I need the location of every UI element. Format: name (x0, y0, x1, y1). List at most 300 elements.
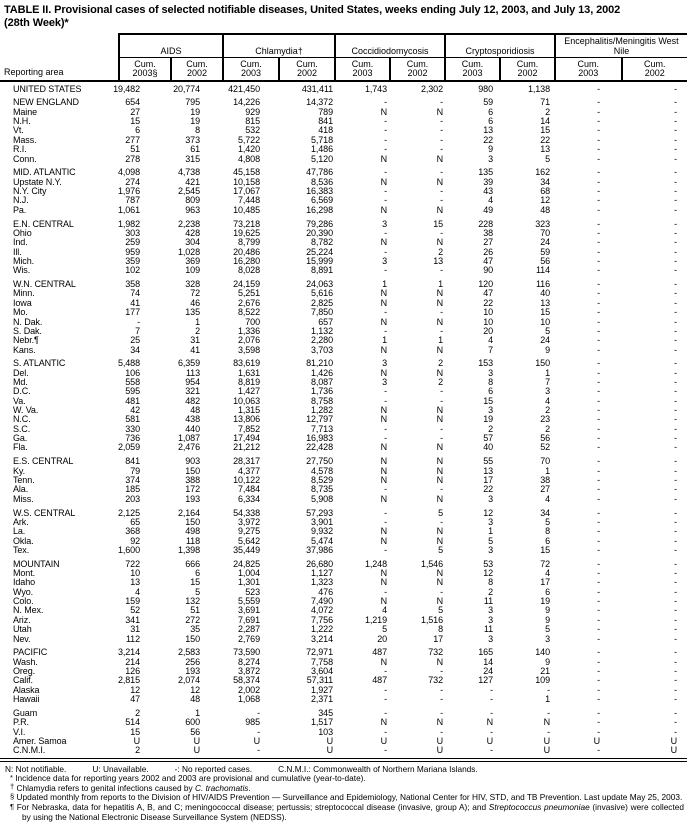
cell: 45,158 (233, 167, 260, 178)
cell: 47,786 (306, 167, 333, 178)
cell: 26 (483, 246, 493, 257)
cell: - (440, 97, 443, 108)
cell: 14,226 (233, 97, 260, 108)
cell: 8,529 (310, 475, 333, 485)
cell: 841 (125, 456, 140, 467)
cell: 368 (125, 526, 140, 537)
row-label: N. Dak. (13, 316, 43, 327)
cell: 11 (483, 596, 493, 607)
table-row (0, 467, 687, 476)
row-label: Kans. (13, 344, 36, 355)
cell: 2,280 (310, 335, 333, 346)
cell: 1,282 (310, 405, 333, 416)
cell: - (674, 377, 677, 388)
cell: 1,398 (177, 544, 200, 555)
cell: 10 (540, 316, 550, 327)
row-label: Vt. (13, 125, 24, 136)
cell: 70 (540, 456, 550, 467)
cell: N (380, 656, 387, 667)
cell: 55 (483, 456, 493, 467)
cell: 8,028 (237, 265, 260, 276)
cell: - (440, 694, 443, 705)
cell: 127 (478, 675, 493, 686)
cell: - (674, 116, 677, 127)
cell: - (674, 307, 677, 318)
cell: 9 (545, 614, 550, 625)
row-label: Wyo. (13, 586, 34, 597)
cell: N (380, 176, 387, 187)
cell: 193 (185, 666, 200, 677)
cell: 5,616 (310, 288, 333, 299)
cell: - (597, 144, 600, 155)
cell: 8,891 (310, 265, 333, 276)
cell: U (436, 735, 443, 746)
table-row (0, 606, 687, 615)
cell: - (597, 335, 600, 346)
cell: 14 (540, 116, 550, 127)
cell: 24 (540, 335, 550, 346)
cell: 1,546 (420, 558, 443, 569)
table-row (0, 178, 687, 187)
cell: - (674, 675, 677, 686)
table-row (0, 658, 687, 667)
cell: - (384, 544, 387, 555)
cell: 8,819 (237, 377, 260, 388)
cell: 135 (185, 307, 200, 318)
cell: - (384, 265, 387, 276)
cell: 24,063 (306, 279, 333, 290)
cell: - (597, 265, 600, 276)
cell: 132 (185, 596, 200, 607)
cell: 92 (130, 535, 140, 546)
cell: 23 (540, 414, 550, 425)
cell: - (597, 227, 600, 238)
cell: 1,248 (364, 558, 387, 569)
cell: 2 (135, 707, 140, 718)
cell: 2,059 (117, 442, 140, 453)
cell: - (440, 116, 443, 127)
row-label: N.J. (13, 195, 29, 206)
row-label: Ark. (13, 516, 29, 527)
cell: 5,120 (310, 153, 333, 164)
cell: N (436, 456, 443, 467)
cell: - (440, 265, 443, 276)
cell: 600 (185, 717, 200, 728)
cell: 431,411 (301, 83, 333, 94)
cell: - (384, 116, 387, 127)
cell: 6 (488, 386, 493, 397)
cell: N (436, 493, 443, 504)
cell: 330 (125, 423, 140, 434)
row-label: V.I. (13, 726, 26, 737)
row-label: W.N. CENTRAL (13, 279, 76, 290)
cell: 2 (195, 325, 200, 336)
cell: 8,758 (310, 395, 333, 406)
table-row (0, 527, 687, 536)
cell: 7,691 (237, 614, 260, 625)
cell: 1,743 (364, 83, 387, 94)
table-row (0, 206, 687, 215)
cell: 17 (433, 633, 443, 644)
cell: 3,901 (310, 516, 333, 527)
cell: - (490, 684, 493, 695)
cell: - (597, 186, 600, 197)
cell: 20,390 (306, 227, 333, 238)
row-label: Ga. (13, 433, 28, 444)
cell: - (440, 586, 443, 597)
cell: - (597, 647, 600, 658)
cell: - (597, 344, 600, 355)
cell: - (440, 386, 443, 397)
cell: 304 (185, 237, 200, 248)
cell: 48 (190, 405, 200, 416)
table-row (0, 85, 687, 94)
cell: - (384, 186, 387, 197)
cell: 41 (190, 344, 200, 355)
row-label: W. Va. (13, 405, 39, 416)
cell: - (674, 344, 677, 355)
cell: - (597, 279, 600, 290)
table-row (0, 434, 687, 443)
cell: 24 (483, 666, 493, 677)
cell: - (597, 125, 600, 136)
cell: - (674, 726, 677, 737)
cell: 27,750 (306, 456, 333, 467)
row-label: Nebr.¶ (13, 335, 39, 346)
cell: 2,238 (177, 218, 200, 229)
cell: - (384, 433, 387, 444)
cell: 109 (535, 675, 550, 686)
column-header-year: 2003§ (132, 68, 158, 79)
cell: - (257, 726, 260, 737)
cell: 595 (125, 386, 140, 397)
cell: 3 (488, 516, 493, 527)
cell: - (384, 484, 387, 495)
cell: 10 (130, 568, 140, 579)
cell: - (597, 745, 600, 756)
cell: N (436, 316, 443, 327)
cell: - (674, 456, 677, 467)
cell: 1,600 (117, 544, 140, 555)
cell: N (436, 288, 443, 299)
table-row (0, 588, 687, 597)
cell: 51 (190, 605, 200, 616)
cell: - (597, 316, 600, 327)
cell: 2 (438, 377, 443, 388)
cell: 40 (483, 442, 493, 453)
row-label: Md. (13, 377, 28, 388)
cell: 159 (125, 596, 140, 607)
cell: 7,484 (237, 484, 260, 495)
cell: - (440, 307, 443, 318)
cell: 19 (540, 596, 550, 607)
cell: 3 (488, 614, 493, 625)
row-label: S. Dak. (13, 325, 42, 336)
row-label: Nev. (13, 633, 31, 644)
cell: - (674, 633, 677, 644)
cell: 4,578 (310, 465, 333, 476)
cell: - (674, 656, 677, 667)
cell: - (384, 307, 387, 318)
cell: - (384, 227, 387, 238)
column-header (389, 58, 444, 80)
cell: - (674, 647, 677, 658)
cell: 25 (130, 335, 140, 346)
cell: 16,280 (233, 255, 260, 266)
row-label: Del. (13, 367, 29, 378)
cell: 10,485 (233, 204, 260, 215)
table-row (0, 635, 687, 644)
cell: 120 (478, 279, 493, 290)
table-row (0, 518, 687, 527)
cell: 5,642 (237, 535, 260, 546)
cell: U (486, 735, 493, 746)
table-row (0, 476, 687, 485)
cell: 56 (540, 255, 550, 266)
cell: 6 (135, 125, 140, 136)
cell: - (597, 395, 600, 406)
cell: 185 (125, 484, 140, 495)
cell: 654 (125, 97, 140, 108)
cell: - (547, 707, 550, 718)
cell: - (674, 288, 677, 299)
cell: 3 (488, 605, 493, 616)
cell: 1,061 (117, 204, 140, 215)
cell: - (674, 106, 677, 117)
cell: - (440, 484, 443, 495)
cell: - (674, 484, 677, 495)
cell: N (380, 475, 387, 485)
cell: 498 (185, 526, 200, 537)
row-label: W.S. CENTRAL (13, 507, 76, 518)
cell: 27 (130, 106, 140, 117)
cell: - (597, 134, 600, 145)
column-header (278, 58, 334, 80)
cell: 79,286 (306, 218, 333, 229)
cell: - (440, 227, 443, 238)
cell: N (380, 596, 387, 607)
column-header (120, 58, 170, 80)
column-header-year: 2003 (462, 68, 483, 79)
row-label: NEW ENGLAND (13, 97, 79, 108)
header-subgroup (118, 58, 222, 80)
table-row (0, 560, 687, 569)
cell: 1,301 (237, 577, 260, 588)
row-label: R.I. (13, 144, 27, 155)
cell: N (380, 316, 387, 327)
column-group-cryptosporidiosis: Cryptosporidiosis (444, 33, 554, 58)
cell: 1,736 (310, 386, 333, 397)
header-subgroup (222, 58, 334, 80)
cell: 1 (545, 367, 550, 378)
table-row (0, 616, 687, 625)
table-row (0, 126, 687, 135)
row-label: Upstate N.Y. (13, 176, 62, 187)
cell: 61 (190, 144, 200, 155)
cell: N (380, 493, 387, 504)
cell: 5 (438, 544, 443, 555)
table-row (0, 415, 687, 424)
row-label: Ky. (13, 465, 26, 476)
cell: - (257, 745, 260, 756)
cell: - (547, 726, 550, 737)
cell: 3 (545, 386, 550, 397)
table-row (0, 537, 687, 546)
cell: - (674, 526, 677, 537)
cell: N (380, 106, 387, 117)
cell: - (384, 694, 387, 705)
cell: 3,604 (310, 666, 333, 677)
cell: 106 (125, 367, 140, 378)
footnote-marker: § (10, 791, 15, 801)
cell: 3 (488, 493, 493, 504)
cell: - (674, 684, 677, 695)
cell: 3 (488, 544, 493, 555)
table-row (0, 336, 687, 345)
table-row (0, 686, 687, 695)
cell: 4,098 (117, 167, 140, 178)
cell: - (440, 186, 443, 197)
cell: 22 (540, 134, 550, 145)
cell: 3,598 (237, 344, 260, 355)
column-header (446, 58, 499, 80)
cell: - (674, 279, 677, 290)
cell: 2,164 (177, 507, 200, 518)
cell: - (674, 97, 677, 108)
cell: - (674, 227, 677, 238)
cell: 558 (125, 377, 140, 388)
cell: U (670, 745, 677, 756)
table-row (0, 676, 687, 685)
column-header-year: 2002 (644, 68, 665, 79)
cell: 15 (433, 218, 443, 229)
column-header-year: 2003 (578, 68, 599, 79)
cell: 26,680 (306, 558, 333, 569)
cell: 37,986 (306, 544, 333, 555)
cell: 657 (318, 316, 333, 327)
table-row (0, 509, 687, 518)
footnote-text: Updated monthly from reports to the Division of HIV/AIDS Prevention — Surveillance and Epidemiology, National Center for HIV, STD, and TB Prevention. Last update May 25, 2003. (16, 792, 683, 803)
cell: - (597, 442, 600, 453)
cell: U (436, 745, 443, 756)
column-group-west-nile: Encephalitis/Meningitis West Nile (554, 33, 687, 58)
cell: 150 (185, 633, 200, 644)
cell: 9 (545, 656, 550, 667)
cell: 12 (483, 507, 493, 518)
cell: N (436, 367, 443, 378)
cell: 4,738 (177, 167, 200, 178)
cell: 1,219 (364, 614, 387, 625)
cell: - (597, 666, 600, 677)
cell: 15 (130, 116, 140, 127)
row-label: Tex. (13, 544, 30, 555)
cell: - (597, 246, 600, 257)
cell: - (490, 726, 493, 737)
cell: N (436, 414, 443, 425)
header-subgroup (554, 58, 687, 80)
cell: 3,703 (310, 344, 333, 355)
row-label: Mont. (13, 568, 36, 579)
cell: 1,631 (237, 367, 260, 378)
cell: 52 (540, 442, 550, 453)
cell: 5 (545, 516, 550, 527)
cell: U (326, 735, 333, 746)
cell: - (384, 726, 387, 737)
cell: N (436, 568, 443, 579)
cell: 6 (488, 116, 493, 127)
cell: - (597, 614, 600, 625)
cell: N (543, 717, 550, 728)
cell: 27 (540, 484, 550, 495)
cell: - (597, 414, 600, 425)
cell: N (380, 344, 387, 355)
cell: 172 (185, 484, 200, 495)
cell: U (133, 735, 140, 746)
table-row (0, 695, 687, 704)
cell: 482 (185, 395, 200, 406)
cell: - (674, 423, 677, 434)
cell: 6,569 (310, 195, 333, 206)
cell: 3 (545, 633, 550, 644)
cell: - (674, 596, 677, 607)
cell: 278 (125, 153, 140, 164)
cell: 34 (540, 507, 550, 518)
cell: 13 (433, 255, 443, 266)
cell: - (440, 516, 443, 527)
cell: - (597, 465, 600, 476)
legend-item: N: Not notifiable. (5, 763, 67, 774)
table-row (0, 457, 687, 466)
cell: 31 (190, 335, 200, 346)
cell: 1,427 (237, 386, 260, 397)
cell: 59 (483, 97, 493, 108)
cell: - (384, 684, 387, 695)
cell: - (597, 433, 600, 444)
cell: - (674, 414, 677, 425)
cell: 6 (545, 535, 550, 546)
cell: - (674, 433, 677, 444)
cell: 476 (318, 586, 333, 597)
cell: 2 (545, 423, 550, 434)
cell: 2,002 (237, 684, 260, 695)
row-label: Idaho (13, 577, 36, 588)
cell: 68 (540, 186, 550, 197)
cell: 46 (190, 297, 200, 308)
cell: N (436, 442, 443, 453)
cell: - (674, 493, 677, 504)
cell: 7 (545, 377, 550, 388)
cell: 19,482 (113, 83, 140, 94)
cell: - (674, 204, 677, 215)
cell: 2,769 (237, 633, 260, 644)
footnote-list (5, 774, 684, 822)
cell: 2,815 (117, 675, 140, 686)
cell: 722 (125, 558, 140, 569)
cell: - (597, 288, 600, 299)
cell: 27 (483, 237, 493, 248)
cell: - (597, 386, 600, 397)
cell: 1,068 (237, 694, 260, 705)
cell: 15 (540, 544, 550, 555)
cell: - (440, 144, 443, 155)
row-label: Pa. (13, 204, 27, 215)
footnote-text: Streptococcus pneumoniae (488, 802, 590, 812)
cell: 13 (483, 465, 493, 476)
cell: 12 (190, 684, 200, 695)
cell: - (597, 367, 600, 378)
cell: - (490, 707, 493, 718)
cell: 38 (483, 227, 493, 238)
